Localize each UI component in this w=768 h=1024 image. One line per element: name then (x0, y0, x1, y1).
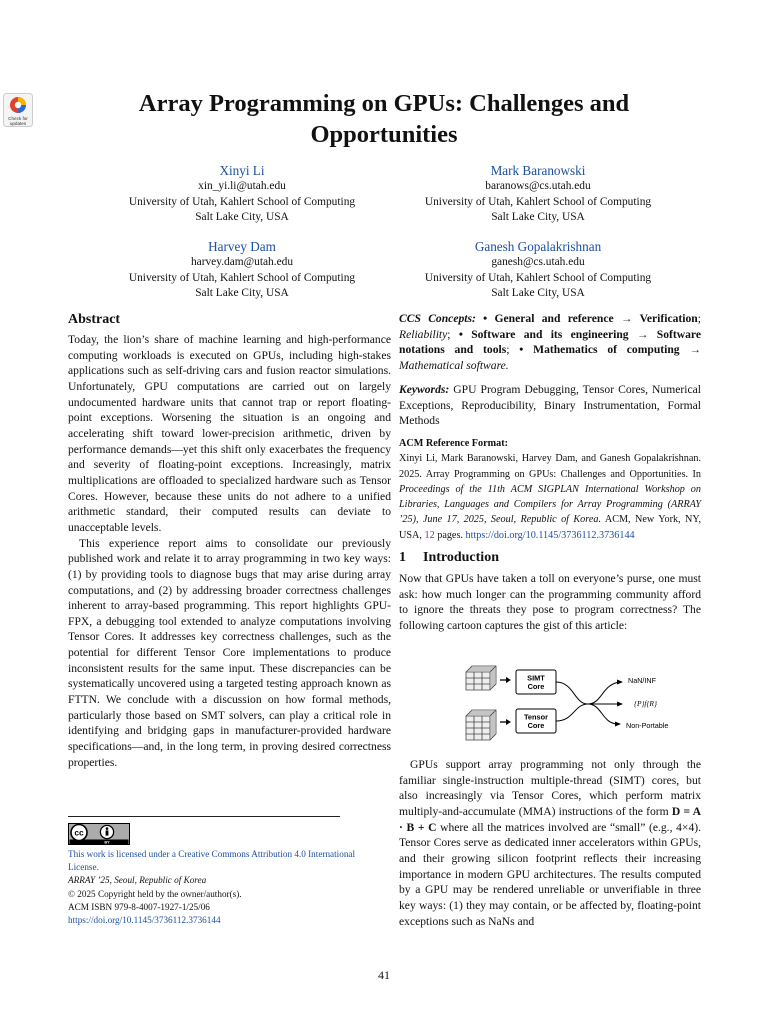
cc-by-icon (68, 823, 130, 845)
author-affiliation: University of Utah, Kahlert School of Computing (128, 271, 356, 284)
section-number: 1 (399, 550, 406, 565)
by-text: BY (104, 840, 110, 845)
matrix-cube-top-icon (466, 666, 496, 690)
ccs-term-2: Reliability (399, 327, 448, 341)
output-nan-inf: NaN/INF (628, 676, 656, 685)
matrix-cube-bottom-icon (466, 710, 496, 740)
ccs-term-4: • Mathematics of computing → (519, 343, 701, 357)
ccs-label: CCS Concepts: (399, 312, 476, 325)
output-non-portable: Non-Portable (626, 721, 669, 730)
footnote-doi-link[interactable]: https://doi.org/10.1145/3736112.3736144 (68, 915, 221, 926)
footnote-rule (68, 816, 340, 817)
output-hoare-triple: {P}f{R} (634, 699, 657, 708)
author-location: Salt Lake City, USA (195, 287, 289, 300)
paper-title: Array Programming on GPUs: Challenges and Opportunities (138, 90, 630, 148)
author-block-1 (82, 163, 402, 226)
cc-by-license-badge[interactable] (68, 823, 130, 845)
introduction-section (399, 549, 701, 634)
cc-text: cc (74, 827, 84, 838)
reference-heading: ACM Reference Format: (399, 438, 508, 449)
intro-p2-part-b: where all the matrices involved are “small” (e.g., 4×4). Tensor Cores serve as dedicated inner accelerators within GPUs, and their growing silicon footprint reflects their increasing importance in modern GPU architectures. The results computed by a GPU may be rendered unreliable or unverifiable in three key ways: (1) they may contain, or be affected by, floating-point exceptions such as NaNs and (399, 820, 701, 928)
author-name[interactable]: Harvey Dam (208, 239, 276, 254)
gpu-cartoon-figure (462, 662, 692, 744)
copyright-line: © 2025 Copyright held by the owner/author(s). (68, 888, 242, 899)
simt-core-label-1: SIMT (527, 673, 545, 683)
author-block-4 (378, 239, 698, 302)
author-location: Salt Lake City, USA (491, 287, 585, 300)
simt-core-label-2: Core (527, 682, 545, 691)
author-block-3 (82, 239, 402, 302)
author-affiliation: University of Utah, Kahlert School of Computing (128, 195, 356, 208)
reference-pages-link[interactable]: 12 (424, 529, 435, 541)
author-name[interactable]: Mark Baranowski (490, 163, 586, 178)
reference-proceedings: Proceedings of the 11th ACM SIGPLAN International Workshop on Libraries, Languages and Compilers for Array Programming (ARRAY ’25), June 17, 2025, Seoul, Republic of Korea. (399, 483, 701, 526)
introduction-paragraph-2 (399, 757, 701, 929)
keywords-text: GPU Program Debugging, Tensor Cores, Numerical Exceptions, Reproducibility, Binary Instrumentation, Formal Methods (399, 383, 701, 428)
tensor-core-label-2: Core (527, 721, 545, 730)
tensor-core-label-1: Tensor (523, 712, 549, 722)
reference-publisher: ACM, New York, NY, USA, (399, 514, 702, 541)
venue-line: ARRAY ’25, Seoul, Republic of Korea (68, 875, 207, 886)
ccs-term-5: Mathematical software. (399, 358, 509, 372)
ccs-concepts: CCS Concepts: • General and reference → Verification; Reliability; • Software and its engineering → Software notations and tools; • Mathematics of computing → Mathematical software. (399, 312, 701, 372)
author-email: xin_yi.li@utah.edu (198, 180, 286, 192)
reference-pages-word: pages. (437, 529, 463, 541)
gpu-cartoon-diagram (462, 662, 692, 744)
check-for-updates-label: Check for updates (8, 116, 28, 126)
ccs-term-1: • General and reference → Verification (483, 312, 698, 325)
author-location: Salt Lake City, USA (195, 211, 289, 224)
introduction-heading (399, 549, 701, 567)
author-email: harvey.dam@utah.edu (190, 256, 294, 268)
author-block-2 (378, 163, 698, 226)
author-name[interactable]: Ganesh Gopalakrishnan (474, 239, 602, 254)
author-email: baranows@cs.utah.edu (485, 180, 591, 192)
acm-reference (399, 436, 701, 543)
author-location: Salt Lake City, USA (491, 211, 585, 224)
page-number: 41 (378, 968, 390, 982)
reference-doi-link[interactable]: https://doi.org/10.1145/3736112.3736144 (465, 529, 635, 541)
keywords (399, 382, 701, 429)
author-email: ganesh@cs.utah.edu (491, 256, 585, 268)
arrow-head-icon (506, 719, 511, 725)
abstract-paragraph-1: Today, the lion’s share of machine learning and high-performance computing workloads is executed on GPUs, including high-stakes applications such as self-driving cars and fusion reactor simulations. Unfortunately, GPU computations are carried out on largely undocumented hardware units that cannot trap or report floating-point exceptions. Worsening the situation is an ongoing and accelerating shift toward lower-precision arithmetic, driven by performance demands—yet this shift only exacerbates the frequency and severity of floating-point exceptions. Increasingly, matrix multiplications are offloaded to specialized hardware such as Tensor Cores. However, because these units do not adhere to a unified arithmetic standard, their computed results can deviate to unacceptable levels. (68, 333, 391, 534)
isbn-line: ACM ISBN 979-8-4007-1927-1/25/06 (68, 901, 210, 912)
abstract-paragraph-2: This experience report aims to consolidate our previously published work and relate it to array programming in two key ways: (1) by providing tools to diagnose bugs that may arise during array computations, and (2) by addressing broader correctness challenges inherent to array-based programming. This report highlights GPU-FPX, a debugging tool extended to analyze computations involving Tensor Cores. It addresses key correctness challenges, such as the potential for different Tensor Core implementations to produce inconsistent results for the same input. These discrepancies can be systematically uncovered using a targeted testing approach known as FTTN. We conclude with a discussion on how formal methods, particularly those based on SMT solvers, can play a critical role in identifying and bridging gaps in manufacturer-provided hardware specifications—and, in the long term, in proving desired correctness properties. (68, 536, 391, 769)
license-footnote (68, 848, 373, 927)
reference-lead: Xinyi Li, Mark Baranowski, Harvey Dam, and Ganesh Gopalakrishnan. 2025. Array Programming on GPUs: Challenges and Opportunities. In (399, 453, 701, 480)
intro-p2-part-a: GPUs support array programming not only through the familiar single-instruction multiple-thread (SIMT) cores, but also increasingly via Tensor Cores, which perform matrix multiply-and-accumulate (MMA) instructions of the form (399, 758, 701, 818)
abstract-heading: Abstract (68, 312, 121, 327)
author-affiliation: University of Utah, Kahlert School of Computing (424, 195, 652, 208)
license-link[interactable]: This work is licensed under a Creative Commons Attribution 4.0 International License. (68, 849, 356, 873)
author-affiliation: University of Utah, Kahlert School of Computing (424, 271, 652, 284)
keywords-label: Keywords: (399, 383, 450, 396)
introduction-paragraph-1: Now that GPUs have taken a toll on everyone’s purse, one must ask: how much longer can the programming community afford to ignore the threats they pose to program correctness? The following cartoon captures the gist of this article: (399, 572, 701, 632)
abstract-section (68, 311, 391, 770)
ccs-term-3: • Software and its engineering → Software notations and tools (399, 327, 701, 357)
arrow-head-icon (506, 677, 511, 683)
check-for-updates-badge[interactable] (3, 93, 33, 127)
mma-formula: D = A · B + C (399, 804, 701, 834)
author-name[interactable]: Xinyi Li (219, 163, 265, 178)
section-title: Introduction (423, 550, 499, 565)
introduction-paragraph-2-block (399, 757, 701, 929)
